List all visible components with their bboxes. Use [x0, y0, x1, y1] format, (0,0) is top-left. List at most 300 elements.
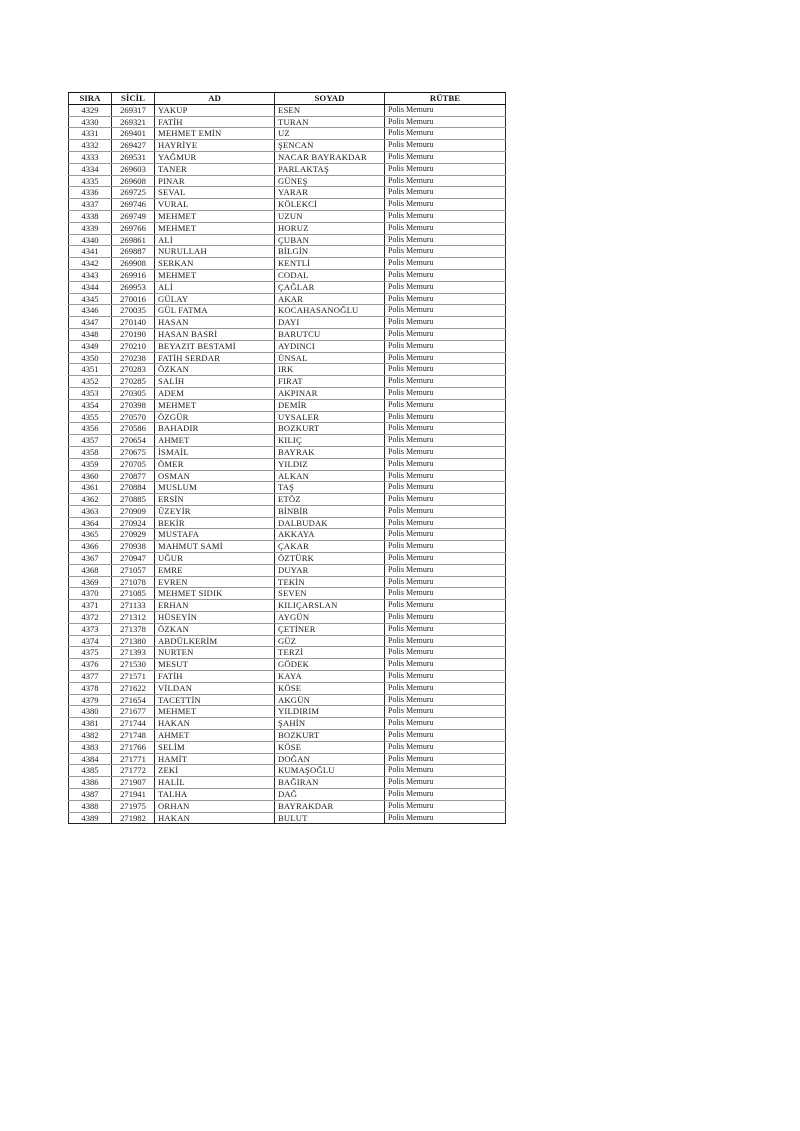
table-row — [69, 659, 506, 671]
cell-sicil: 271982 — [112, 812, 155, 824]
cell-soyad: ŞAHİN — [275, 718, 385, 730]
cell-sira: 4350 — [69, 352, 112, 364]
table-row — [69, 175, 506, 187]
cell-ad: HASAN BASRİ — [155, 328, 275, 340]
cell-sicil: 270285 — [112, 376, 155, 388]
table-row — [69, 694, 506, 706]
table-row — [69, 210, 506, 222]
cell-sicil: 271907 — [112, 777, 155, 789]
cell-rutbe: Polis Memuru — [385, 210, 506, 222]
cell-rutbe: Polis Memuru — [385, 612, 506, 624]
cell-rutbe: Polis Memuru — [385, 600, 506, 612]
cell-sicil: 271057 — [112, 564, 155, 576]
cell-soyad: SEVEN — [275, 588, 385, 600]
cell-sira: 4354 — [69, 399, 112, 411]
cell-rutbe: Polis Memuru — [385, 576, 506, 588]
cell-sira: 4370 — [69, 588, 112, 600]
cell-sicil: 270675 — [112, 446, 155, 458]
cell-soyad: KÖLEKCİ — [275, 199, 385, 211]
column-header-ad: AD — [155, 93, 275, 105]
cell-sira: 4351 — [69, 364, 112, 376]
cell-sira: 4335 — [69, 175, 112, 187]
cell-rutbe: Polis Memuru — [385, 682, 506, 694]
table-row — [69, 140, 506, 152]
cell-ad: MUSLUM — [155, 482, 275, 494]
cell-sicil: 270884 — [112, 482, 155, 494]
cell-rutbe: Polis Memuru — [385, 730, 506, 742]
table-row — [69, 458, 506, 470]
cell-rutbe: Polis Memuru — [385, 446, 506, 458]
cell-sira: 4379 — [69, 694, 112, 706]
cell-sicil: 271133 — [112, 600, 155, 612]
table-row — [69, 718, 506, 730]
cell-ad: HASAN — [155, 317, 275, 329]
table-row — [69, 753, 506, 765]
cell-sicil: 269531 — [112, 151, 155, 163]
table-row — [69, 305, 506, 317]
cell-sira: 4338 — [69, 210, 112, 222]
cell-sicil: 270016 — [112, 293, 155, 305]
cell-soyad: KAYA — [275, 671, 385, 683]
cell-rutbe: Polis Memuru — [385, 718, 506, 730]
cell-sicil: 270210 — [112, 340, 155, 352]
cell-ad: MAHMUT SAMİ — [155, 541, 275, 553]
cell-soyad: DOĞAN — [275, 753, 385, 765]
cell-ad: BEKİR — [155, 517, 275, 529]
cell-soyad: BAYRAKDAR — [275, 800, 385, 812]
cell-rutbe: Polis Memuru — [385, 435, 506, 447]
cell-soyad: FIRAT — [275, 376, 385, 388]
cell-soyad: KILIÇARSLAN — [275, 600, 385, 612]
cell-rutbe: Polis Memuru — [385, 234, 506, 246]
cell-sira: 4367 — [69, 553, 112, 565]
cell-soyad: CODAL — [275, 269, 385, 281]
table-row — [69, 128, 506, 140]
table-row — [69, 246, 506, 258]
cell-sira: 4360 — [69, 470, 112, 482]
table-row — [69, 234, 506, 246]
cell-sira: 4372 — [69, 612, 112, 624]
cell-ad: ZEKİ — [155, 765, 275, 777]
cell-ad: BAHADIR — [155, 423, 275, 435]
cell-sicil: 269861 — [112, 234, 155, 246]
cell-sicil: 269953 — [112, 281, 155, 293]
cell-soyad: AKGÜN — [275, 694, 385, 706]
cell-sicil: 270140 — [112, 317, 155, 329]
cell-sira: 4333 — [69, 151, 112, 163]
cell-rutbe: Polis Memuru — [385, 635, 506, 647]
cell-sira: 4331 — [69, 128, 112, 140]
cell-sira: 4364 — [69, 517, 112, 529]
cell-sira: 4382 — [69, 730, 112, 742]
cell-ad: EMRE — [155, 564, 275, 576]
cell-ad: AHMET — [155, 730, 275, 742]
cell-sicil: 271771 — [112, 753, 155, 765]
cell-sicil: 271748 — [112, 730, 155, 742]
cell-sicil: 270654 — [112, 435, 155, 447]
cell-sira: 4344 — [69, 281, 112, 293]
cell-ad: TANER — [155, 163, 275, 175]
cell-soyad: AKPINAR — [275, 387, 385, 399]
table-row — [69, 222, 506, 234]
cell-ad: ABDÜLKERİM — [155, 635, 275, 647]
cell-soyad: ETÖZ — [275, 494, 385, 506]
cell-ad: NURTEN — [155, 647, 275, 659]
cell-rutbe: Polis Memuru — [385, 800, 506, 812]
cell-rutbe: Polis Memuru — [385, 317, 506, 329]
table-row — [69, 411, 506, 423]
cell-soyad: KUMAŞOĞLU — [275, 765, 385, 777]
cell-sicil: 270929 — [112, 529, 155, 541]
cell-soyad: AYDINCI — [275, 340, 385, 352]
cell-sira: 4376 — [69, 659, 112, 671]
cell-ad: FATİH SERDAR — [155, 352, 275, 364]
cell-rutbe: Polis Memuru — [385, 553, 506, 565]
cell-sira: 4361 — [69, 482, 112, 494]
cell-ad: MEHMET — [155, 706, 275, 718]
cell-ad: MUSTAFA — [155, 529, 275, 541]
cell-sira: 4365 — [69, 529, 112, 541]
cell-soyad: AYGÜN — [275, 612, 385, 624]
cell-soyad: DAĞ — [275, 789, 385, 801]
cell-rutbe: Polis Memuru — [385, 151, 506, 163]
cell-ad: ERSİN — [155, 494, 275, 506]
cell-soyad: NACAR BAYRAKDAR — [275, 151, 385, 163]
table-row — [69, 281, 506, 293]
table-row — [69, 163, 506, 175]
cell-rutbe: Polis Memuru — [385, 706, 506, 718]
cell-sicil: 270035 — [112, 305, 155, 317]
cell-rutbe: Polis Memuru — [385, 305, 506, 317]
cell-ad: MEHMET — [155, 222, 275, 234]
cell-soyad: GÖDEK — [275, 659, 385, 671]
cell-rutbe: Polis Memuru — [385, 623, 506, 635]
cell-soyad: GÜNEŞ — [275, 175, 385, 187]
table-row — [69, 647, 506, 659]
cell-sira: 4374 — [69, 635, 112, 647]
cell-soyad: TERZİ — [275, 647, 385, 659]
cell-rutbe: Polis Memuru — [385, 647, 506, 659]
cell-sira: 4345 — [69, 293, 112, 305]
cell-soyad: ÖZTÜRK — [275, 553, 385, 565]
cell-sicil: 271975 — [112, 800, 155, 812]
cell-ad: ÜZEYİR — [155, 505, 275, 517]
cell-sicil: 270305 — [112, 387, 155, 399]
column-header-sicil: SİCİL — [112, 93, 155, 105]
cell-soyad: ÇUBAN — [275, 234, 385, 246]
cell-rutbe: Polis Memuru — [385, 482, 506, 494]
cell-rutbe: Polis Memuru — [385, 411, 506, 423]
cell-sira: 4334 — [69, 163, 112, 175]
cell-ad: UĞUR — [155, 553, 275, 565]
cell-ad: ÖZKAN — [155, 364, 275, 376]
cell-sira: 4352 — [69, 376, 112, 388]
cell-rutbe: Polis Memuru — [385, 387, 506, 399]
cell-sira: 4363 — [69, 505, 112, 517]
cell-ad: TACETTİN — [155, 694, 275, 706]
cell-rutbe: Polis Memuru — [385, 281, 506, 293]
cell-sicil: 271078 — [112, 576, 155, 588]
cell-sicil: 271744 — [112, 718, 155, 730]
cell-sicil: 269608 — [112, 175, 155, 187]
cell-sira: 4340 — [69, 234, 112, 246]
cell-ad: BEYAZIT BESTAMİ — [155, 340, 275, 352]
cell-sira: 4356 — [69, 423, 112, 435]
table-row — [69, 706, 506, 718]
cell-sira: 4336 — [69, 187, 112, 199]
cell-soyad: BULUT — [275, 812, 385, 824]
cell-soyad: GÜZ — [275, 635, 385, 647]
cell-sira: 4346 — [69, 305, 112, 317]
personnel-list-table — [68, 92, 506, 824]
cell-sira: 4358 — [69, 446, 112, 458]
cell-rutbe: Polis Memuru — [385, 199, 506, 211]
cell-rutbe: Polis Memuru — [385, 116, 506, 128]
cell-rutbe: Polis Memuru — [385, 140, 506, 152]
cell-sicil: 271380 — [112, 635, 155, 647]
cell-sicil: 269766 — [112, 222, 155, 234]
cell-sicil: 271085 — [112, 588, 155, 600]
table-row — [69, 789, 506, 801]
table-row — [69, 151, 506, 163]
cell-sicil: 271393 — [112, 647, 155, 659]
cell-ad: VURAL — [155, 199, 275, 211]
cell-sicil: 270909 — [112, 505, 155, 517]
cell-sicil: 269317 — [112, 104, 155, 116]
table-row — [69, 529, 506, 541]
cell-soyad: BARUTCU — [275, 328, 385, 340]
cell-soyad: KOCAHASANOĞLU — [275, 305, 385, 317]
cell-ad: FATİH — [155, 116, 275, 128]
table-row — [69, 352, 506, 364]
cell-soyad: KENTLİ — [275, 258, 385, 270]
cell-sicil: 269321 — [112, 116, 155, 128]
cell-sira: 4359 — [69, 458, 112, 470]
cell-soyad: ÇAĞLAR — [275, 281, 385, 293]
cell-rutbe: Polis Memuru — [385, 258, 506, 270]
cell-soyad: IRK — [275, 364, 385, 376]
table-row — [69, 104, 506, 116]
cell-ad: İSMAİL — [155, 446, 275, 458]
cell-ad: ORHAN — [155, 800, 275, 812]
cell-sira: 4341 — [69, 246, 112, 258]
cell-soyad: YILDIZ — [275, 458, 385, 470]
table-row — [69, 765, 506, 777]
cell-rutbe: Polis Memuru — [385, 269, 506, 281]
cell-soyad: TURAN — [275, 116, 385, 128]
cell-sira: 4385 — [69, 765, 112, 777]
table-row — [69, 600, 506, 612]
cell-sira: 4380 — [69, 706, 112, 718]
cell-ad: SELİM — [155, 741, 275, 753]
table-row — [69, 317, 506, 329]
cell-soyad: AKKAYA — [275, 529, 385, 541]
cell-rutbe: Polis Memuru — [385, 694, 506, 706]
cell-sicil: 269603 — [112, 163, 155, 175]
cell-rutbe: Polis Memuru — [385, 789, 506, 801]
cell-sira: 4329 — [69, 104, 112, 116]
cell-rutbe: Polis Memuru — [385, 293, 506, 305]
cell-rutbe: Polis Memuru — [385, 777, 506, 789]
cell-soyad: BOZKURT — [275, 423, 385, 435]
cell-ad: ALİ — [155, 234, 275, 246]
cell-ad: SALİH — [155, 376, 275, 388]
cell-rutbe: Polis Memuru — [385, 222, 506, 234]
cell-soyad: ESEN — [275, 104, 385, 116]
cell-sira: 4348 — [69, 328, 112, 340]
table-row — [69, 328, 506, 340]
cell-rutbe: Polis Memuru — [385, 423, 506, 435]
cell-soyad: ÇAKAR — [275, 541, 385, 553]
table-row — [69, 116, 506, 128]
cell-sicil: 270885 — [112, 494, 155, 506]
cell-soyad: YILDIRIM — [275, 706, 385, 718]
table-row — [69, 588, 506, 600]
cell-ad: EVREN — [155, 576, 275, 588]
column-header-rutbe: RÜTBE — [385, 93, 506, 105]
table-row — [69, 482, 506, 494]
cell-sicil: 270190 — [112, 328, 155, 340]
cell-ad: VİLDAN — [155, 682, 275, 694]
cell-soyad: ÜNSAL — [275, 352, 385, 364]
cell-ad: ÖZKAN — [155, 623, 275, 635]
cell-sira: 4366 — [69, 541, 112, 553]
table-row — [69, 800, 506, 812]
cell-sira: 4332 — [69, 140, 112, 152]
cell-soyad: BİNBİR — [275, 505, 385, 517]
table-row — [69, 258, 506, 270]
cell-sicil: 269725 — [112, 187, 155, 199]
cell-sicil: 271941 — [112, 789, 155, 801]
cell-rutbe: Polis Memuru — [385, 352, 506, 364]
cell-sira: 4381 — [69, 718, 112, 730]
cell-sicil: 270398 — [112, 399, 155, 411]
table-row — [69, 623, 506, 635]
cell-sira: 4355 — [69, 411, 112, 423]
cell-ad: TALHA — [155, 789, 275, 801]
table-row — [69, 435, 506, 447]
cell-sira: 4378 — [69, 682, 112, 694]
cell-sira: 4373 — [69, 623, 112, 635]
cell-ad: NURULLAH — [155, 246, 275, 258]
cell-rutbe: Polis Memuru — [385, 175, 506, 187]
cell-sicil: 270924 — [112, 517, 155, 529]
table-row — [69, 470, 506, 482]
table-row — [69, 730, 506, 742]
cell-ad: YAĞMUR — [155, 151, 275, 163]
cell-soyad: BOZKURT — [275, 730, 385, 742]
cell-sira: 4339 — [69, 222, 112, 234]
cell-rutbe: Polis Memuru — [385, 588, 506, 600]
cell-ad: GÜL FATMA — [155, 305, 275, 317]
cell-sicil: 270570 — [112, 411, 155, 423]
cell-soyad: BİLGİN — [275, 246, 385, 258]
table-row — [69, 293, 506, 305]
table-row — [69, 671, 506, 683]
cell-ad: HAKAN — [155, 718, 275, 730]
cell-sicil: 270238 — [112, 352, 155, 364]
table-row — [69, 517, 506, 529]
cell-soyad: DAYI — [275, 317, 385, 329]
table-row — [69, 505, 506, 517]
table-row — [69, 446, 506, 458]
cell-rutbe: Polis Memuru — [385, 187, 506, 199]
cell-ad: OSMAN — [155, 470, 275, 482]
cell-sicil: 271677 — [112, 706, 155, 718]
cell-soyad: HORUZ — [275, 222, 385, 234]
cell-ad: HALİL — [155, 777, 275, 789]
cell-sira: 4349 — [69, 340, 112, 352]
cell-rutbe: Polis Memuru — [385, 494, 506, 506]
table-row — [69, 387, 506, 399]
table-row — [69, 541, 506, 553]
cell-sicil: 269916 — [112, 269, 155, 281]
cell-rutbe: Polis Memuru — [385, 659, 506, 671]
cell-rutbe: Polis Memuru — [385, 470, 506, 482]
table-row — [69, 423, 506, 435]
cell-rutbe: Polis Memuru — [385, 246, 506, 258]
cell-sira: 4384 — [69, 753, 112, 765]
cell-rutbe: Polis Memuru — [385, 741, 506, 753]
cell-soyad: TAŞ — [275, 482, 385, 494]
cell-rutbe: Polis Memuru — [385, 517, 506, 529]
cell-ad: HAKAN — [155, 812, 275, 824]
table-row — [69, 635, 506, 647]
cell-ad: MEHMET EMİN — [155, 128, 275, 140]
cell-ad: MESUT — [155, 659, 275, 671]
cell-soyad: DALBUDAK — [275, 517, 385, 529]
cell-sicil: 270283 — [112, 364, 155, 376]
cell-rutbe: Polis Memuru — [385, 364, 506, 376]
column-header-soyad: SOYAD — [275, 93, 385, 105]
cell-sira: 4387 — [69, 789, 112, 801]
cell-sira: 4371 — [69, 600, 112, 612]
table-row — [69, 399, 506, 411]
cell-rutbe: Polis Memuru — [385, 340, 506, 352]
cell-ad: ÖMER — [155, 458, 275, 470]
cell-ad: GÜLAY — [155, 293, 275, 305]
table-row — [69, 777, 506, 789]
cell-soyad: BAYRAK — [275, 446, 385, 458]
table-row — [69, 612, 506, 624]
cell-sicil: 269887 — [112, 246, 155, 258]
cell-soyad: PARLAKTAŞ — [275, 163, 385, 175]
table-row — [69, 340, 506, 352]
cell-ad: PINAR — [155, 175, 275, 187]
cell-sicil: 271766 — [112, 741, 155, 753]
cell-sicil: 270586 — [112, 423, 155, 435]
cell-rutbe: Polis Memuru — [385, 399, 506, 411]
cell-soyad: DEMİR — [275, 399, 385, 411]
cell-sira: 4386 — [69, 777, 112, 789]
cell-sira: 4369 — [69, 576, 112, 588]
cell-sira: 4357 — [69, 435, 112, 447]
cell-soyad: TEKİN — [275, 576, 385, 588]
cell-sicil: 271312 — [112, 612, 155, 624]
cell-sira: 4389 — [69, 812, 112, 824]
cell-soyad: UZ — [275, 128, 385, 140]
table-row — [69, 269, 506, 281]
cell-rutbe: Polis Memuru — [385, 529, 506, 541]
table-row — [69, 682, 506, 694]
cell-sicil: 271772 — [112, 765, 155, 777]
cell-ad: MEHMET — [155, 269, 275, 281]
table-row — [69, 187, 506, 199]
cell-sicil: 271378 — [112, 623, 155, 635]
cell-ad: ALİ — [155, 281, 275, 293]
table-row — [69, 812, 506, 824]
cell-ad: AHMET — [155, 435, 275, 447]
